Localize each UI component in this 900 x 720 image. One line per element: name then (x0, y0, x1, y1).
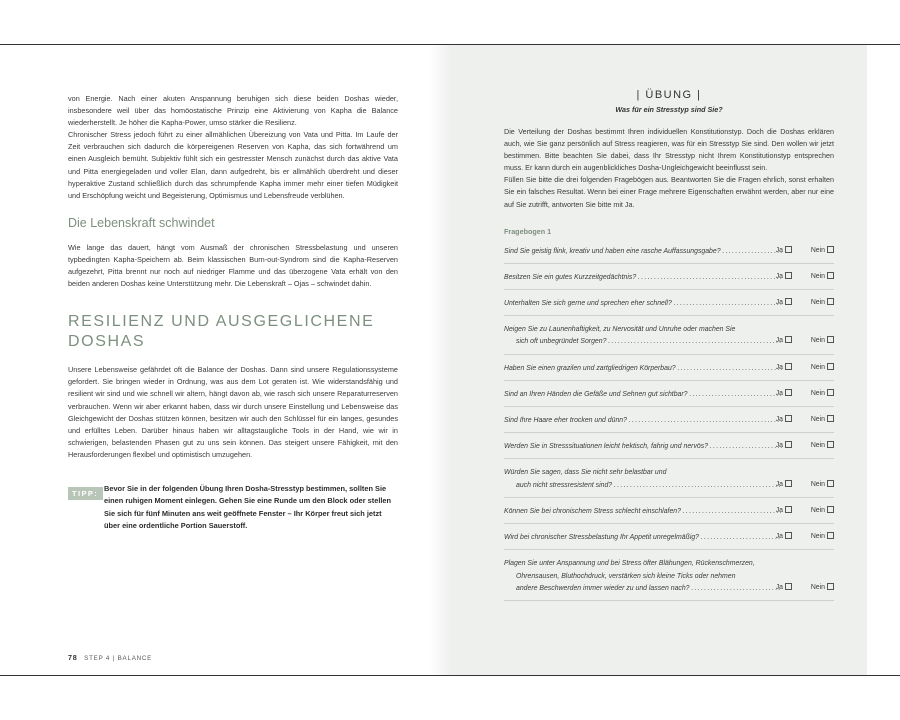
no-option[interactable] (811, 271, 834, 283)
no-label: Nein (810, 272, 825, 280)
question-text: Sind Sie geistig flink, kreativ und haben eine rasche Auffassungsgabe? . . . (504, 246, 782, 258)
question-text: Unterhalten Sie sich gerne und sprechen eher schnell? . . . (504, 298, 782, 310)
yes-checkbox[interactable] (785, 441, 792, 448)
question-row (504, 322, 834, 354)
subheading: Die Lebenskraft schwindet (68, 215, 215, 230)
no-checkbox[interactable] (827, 272, 834, 279)
yes-option[interactable] (776, 297, 792, 309)
yes-label: Ja (775, 533, 783, 541)
section-heading (68, 312, 398, 352)
no-option[interactable] (811, 505, 834, 517)
question-text: Ohrensausen, Bluthochdruck, verstärken sich kleine Ticks oder nehmen (516, 572, 736, 580)
paragraph: von Energie. Nach einer akuten Anspannung beruhigen sich diese beiden Doshas wieder, insbesondere weil über das homöostatische Prinzip eine Aktivierung von Kapha die Balance wiederherstellt. Je höher die Kapha-Power, umso stärker die Resilienz. (68, 94, 398, 128)
yes-option[interactable] (776, 388, 792, 400)
yes-label: Ja (775, 442, 783, 450)
question-text: sich oft unbegründet Sorgen? . . . (504, 336, 782, 348)
gutter-shadow (430, 45, 450, 675)
yes-option[interactable] (776, 531, 792, 543)
no-checkbox[interactable] (827, 336, 834, 343)
tip-text: Bevor Sie in der folgenden Übung Ihren Dosha-Stresstyp bestimmen, sollten Sie einen ruhigen Moment einlegen. Gehen Sie eine Runde um den Block oder stellen Sie sich für fünf Minuten ans weit geöffnete Fenster – Ihr Körper freut sich jetzt über eine ordentliche Portion Sauerstoff. (104, 483, 392, 531)
no-label: Nein (810, 246, 825, 254)
tip-box (68, 483, 398, 533)
no-checkbox[interactable] (827, 441, 834, 448)
question-text: Besitzen Sie ein gutes Kurzzeitgedächtnis? . . . (504, 272, 782, 284)
no-label: Nein (810, 480, 825, 488)
no-label: Nein (810, 363, 825, 371)
question-text: Können Sie bei chronischem Stress schlecht einschlafen? . . . (504, 506, 782, 518)
section-heading-line: DOSHAS (68, 333, 146, 351)
question-text: Neigen Sie zu Launenhaftigkeit, zu Nervosität und Unruhe oder machen Sie (504, 326, 736, 334)
paragraph: Die Verteilung der Doshas bestimmt Ihren individuellen Konstitutionstyp. Doch die Doshas erklären auch, wie Sie ganz persönlich auf Stress reagieren, was für ein Stresstyp Sie sind. Den wollen wir jetzt bestimmen. Bitte beachten Sie dabei, dass Ihr Stresstyp nicht Ihrem Konstitutionstyp entsprechen muss. Er kann durch ein augenblickliches Dosha-Ungleichgewicht beeinflusst sein. (504, 127, 834, 173)
yes-option[interactable] (776, 335, 792, 347)
yes-checkbox[interactable] (785, 506, 792, 513)
tip-label: TIPP: (68, 487, 103, 500)
yes-option[interactable] (776, 245, 792, 257)
no-checkbox[interactable] (827, 389, 834, 396)
question-row (504, 270, 834, 290)
left-page (0, 45, 450, 675)
page-footer (68, 653, 152, 662)
no-checkbox[interactable] (827, 506, 834, 513)
no-option[interactable] (811, 479, 834, 491)
question-row (504, 465, 834, 497)
exercise-subtitle: Was für ein Stresstyp sind Sie? (615, 105, 723, 114)
no-option[interactable] (811, 582, 834, 594)
no-option[interactable] (811, 414, 834, 426)
yes-option[interactable] (776, 505, 792, 517)
question-row (504, 556, 834, 601)
no-checkbox[interactable] (827, 480, 834, 487)
no-option[interactable] (811, 362, 834, 374)
right-page (450, 45, 867, 675)
yes-label: Ja (775, 299, 783, 307)
yes-label: Ja (775, 272, 783, 280)
yes-option[interactable] (776, 582, 792, 594)
right-page-content (504, 89, 834, 607)
yes-label: Ja (775, 480, 783, 488)
no-label: Nein (810, 416, 825, 424)
question-text: andere Beschwerden immer wieder zu und lassen nach? . . . (504, 583, 782, 595)
no-checkbox[interactable] (827, 298, 834, 305)
no-option[interactable] (811, 531, 834, 543)
no-checkbox[interactable] (827, 246, 834, 253)
no-checkbox[interactable] (827, 415, 834, 422)
yes-checkbox[interactable] (785, 415, 792, 422)
question-row (504, 387, 834, 407)
paragraph: Füllen Sie bitte die drei folgenden Fragebögen aus. Beantworten Sie die Fragen ehrlich, sonst erhalten Sie ein falsches Resultat. Wenn bei einer Frage mehrere Eigenschaften erwähnt werden, aber nur eine auf Sie zutrifft, antworten Sie bitte mit Ja. (504, 175, 834, 209)
yes-checkbox[interactable] (785, 336, 792, 343)
question-text: auch nicht stressresistent sind? . . . (504, 480, 782, 492)
paragraph: Wie lange das dauert, hängt vom Ausmaß der chronischen Stressbelastung und unseren typbedingten Kapha-Speichern ab. Beim klassischen Burn-out-Syndrom sind die Kapha-Reserven aufgezehrt, Pitta brennt nur noch auf niedriger Flamme und das überzogene Vata erhält von den beiden anderen Doshas keine Unterstützung mehr. Die Lebenskraft – Ojas – schwindet dahin. (68, 242, 398, 289)
yes-option[interactable] (776, 479, 792, 491)
left-page-content (68, 93, 398, 533)
question-text: Sind an Ihren Händen die Gefäße und Sehnen gut sichtbar? . . . (504, 389, 782, 401)
book-spread (0, 44, 900, 676)
exercise-title: | ÜBUNG | (636, 89, 702, 101)
question-row (504, 361, 834, 381)
question-text: Plagen Sie unter Anspannung und bei Stress öfter Blähungen, Rückenschmerzen, (504, 560, 755, 568)
no-checkbox[interactable] (827, 532, 834, 539)
footer-section: STEP 4 | BALANCE (84, 655, 153, 662)
yes-label: Ja (775, 363, 783, 371)
yes-label: Ja (775, 246, 783, 254)
no-option[interactable] (811, 388, 834, 400)
no-option[interactable] (811, 335, 834, 347)
question-row (504, 413, 834, 433)
yes-checkbox[interactable] (785, 363, 792, 370)
paragraph: Chronischer Stress jedoch führt zu einer allmählichen Übereizung von Vata und Pitta. Im Laufe der Zeit verbrauchen sich dadurch die körpereigenen Reserven von Kapha, das sich fortwährend um einen Ausgleich bemüht. Subjektiv fühlt sich ein gestresster Mensch zunächst durch das aktive Vata und Pitta energiegeladen und voller Elan, dann aufgedreht, bis er allmählich überdreht und dieser hyperaktive Zustand schließlich durch das schrumpfende Kapha immer mehr einer tiefen Müdigkeit und Erschöpfung weicht und Begeisterung, Optimismus und Lebensfreude verblühen. (68, 130, 398, 200)
yes-checkbox[interactable] (785, 583, 792, 590)
paragraph: Unsere Lebensweise gefährdet oft die Balance der Doshas. Dann sind unsere Regulationssysteme gefordert. Sie bringen wieder in Ordnung, was aus dem Lot geraten ist. Wie widerstandsfähig und resilient wir sind und wie schnell wir altern, hängt davon ab, wie rasch sich unsere Reparaturreserven verbrauchen. Wenn wir aber erkannt haben, dass wir durch unsere Einstellung und Lebensweise das Gleichgewicht der Doshas stützen können, besitzen wir auch den Schlüssel für ein langes, gesundes und erfülltes Leben. Darüber hinaus haben wir alltagstaugliche Tools in der Hand, wie wir in schwierigen, belastenden Phasen gut zu uns sein können. Das steigert unsere Fähigkeit, mit den Herausforderungen flexibel und optimistisch umzugehen. (68, 365, 398, 459)
question-row (504, 504, 834, 524)
no-checkbox[interactable] (827, 583, 834, 590)
no-label: Nein (810, 583, 825, 591)
no-label: Nein (810, 506, 825, 514)
question-row (504, 530, 834, 550)
question-text: Sind Ihre Haare eher trocken und dünn? . . . (504, 415, 782, 427)
yes-label: Ja (775, 416, 783, 424)
yes-option[interactable] (776, 271, 792, 283)
yes-label: Ja (775, 583, 783, 591)
question-row (504, 439, 834, 459)
question-text: Wird bei chronischer Stressbelastung Ihr Appetit unregelmäßig? . . . (504, 532, 782, 544)
no-label: Nein (810, 299, 825, 307)
yes-label: Ja (775, 389, 783, 397)
no-option[interactable] (811, 440, 834, 452)
question-text: Werden Sie in Stresssituationen leicht hektisch, fahrig und nervös? . . . (504, 441, 782, 453)
yes-option[interactable] (776, 362, 792, 374)
question-row (504, 296, 834, 316)
no-checkbox[interactable] (827, 363, 834, 370)
yes-checkbox[interactable] (785, 389, 792, 396)
no-option[interactable] (811, 297, 834, 309)
no-label: Nein (810, 337, 825, 345)
yes-checkbox[interactable] (785, 272, 792, 279)
yes-checkbox[interactable] (785, 246, 792, 253)
yes-option[interactable] (776, 414, 792, 426)
section-heading-line: RESILIENZ UND AUSGEGLICHENE (68, 313, 375, 331)
question-row (504, 244, 834, 264)
no-label: Nein (810, 389, 825, 397)
question-text: Haben Sie einen grazilen und zartgliedrigen Körperbau? . . . (504, 363, 782, 375)
yes-checkbox[interactable] (785, 298, 792, 305)
question-text: Würden Sie sagen, dass Sie nicht sehr belastbar und (504, 469, 667, 477)
yes-checkbox[interactable] (785, 532, 792, 539)
no-label: Nein (810, 533, 825, 541)
no-option[interactable] (811, 245, 834, 257)
no-label: Nein (810, 442, 825, 450)
questionnaire-heading: Fragebogen 1 (504, 226, 552, 236)
yes-label: Ja (775, 506, 783, 514)
yes-label: Ja (775, 337, 783, 345)
page-number: 78 (68, 653, 78, 662)
question-list (504, 244, 834, 601)
yes-option[interactable] (776, 440, 792, 452)
yes-checkbox[interactable] (785, 480, 792, 487)
